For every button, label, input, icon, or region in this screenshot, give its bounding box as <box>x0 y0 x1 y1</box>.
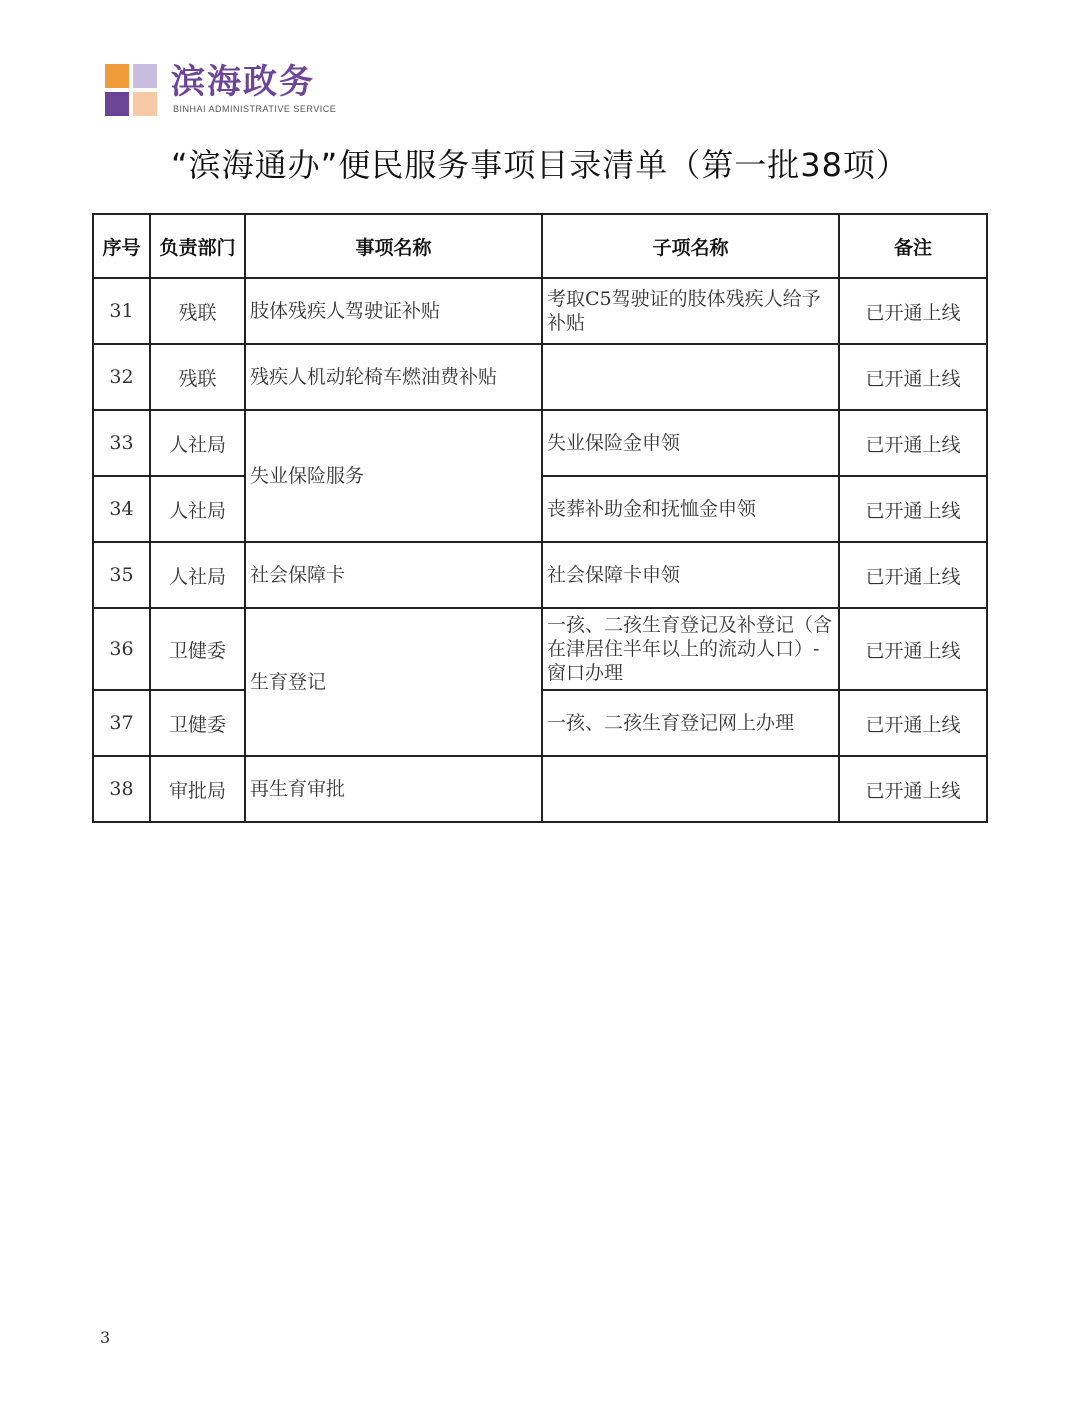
row-department: 人社局 <box>150 542 245 608</box>
header-sub-item-name: 子项名称 <box>542 214 839 278</box>
row-item-name: 生育登记 <box>245 608 542 756</box>
service-table <box>92 213 988 823</box>
row-department: 残联 <box>150 278 245 344</box>
row-remarks: 已开通上线 <box>839 542 987 608</box>
document-title: “滨海通办”便民服务事项目录清单（第一批38项） <box>171 146 909 184</box>
row-item-name: 残疾人机动轮椅车燃油费补贴 <box>245 344 542 410</box>
row-remarks: 已开通上线 <box>839 608 987 690</box>
row-number: 38 <box>93 756 150 822</box>
row-remarks: 已开通上线 <box>839 756 987 822</box>
row-number: 34 <box>93 476 150 542</box>
row-number: 32 <box>93 344 150 410</box>
row-item-name: 失业保险服务 <box>245 410 542 542</box>
row-number: 33 <box>93 410 150 476</box>
row-department: 残联 <box>150 344 245 410</box>
row-item-name: 再生育审批 <box>245 756 542 822</box>
row-department: 人社局 <box>150 410 245 476</box>
row-sub-item-name <box>542 344 839 410</box>
row-item-name: 肢体残疾人驾驶证补贴 <box>245 278 542 344</box>
logo-square-purple <box>105 92 129 116</box>
table-row <box>93 542 987 608</box>
row-remarks: 已开通上线 <box>839 278 987 344</box>
logo-subtitle: BINHAI ADMINISTRATIVE SERVICE <box>173 104 337 114</box>
row-sub-item-name: 社会保障卡申领 <box>542 542 839 608</box>
header-number: 序号 <box>93 214 150 278</box>
header-item-name: 事项名称 <box>245 214 542 278</box>
table-row <box>93 278 987 344</box>
header-department: 负责部门 <box>150 214 245 278</box>
row-remarks: 已开通上线 <box>839 690 987 756</box>
row-number: 37 <box>93 690 150 756</box>
logo-square-lavender <box>133 64 157 88</box>
logo-square-peach <box>133 92 157 116</box>
logo-name: 滨海政务 <box>171 62 315 102</box>
table-row <box>93 410 987 476</box>
page-number: 3 <box>100 1328 111 1347</box>
row-number: 31 <box>93 278 150 344</box>
row-remarks: 已开通上线 <box>839 344 987 410</box>
row-sub-item-name: 考取C5驾驶证的肢体残疾人给予补贴 <box>542 278 839 344</box>
row-sub-item-name: 丧葬补助金和抚恤金申领 <box>542 476 839 542</box>
logo <box>105 64 345 120</box>
row-department: 卫健委 <box>150 608 245 690</box>
row-number: 36 <box>93 608 150 690</box>
header-remarks: 备注 <box>839 214 987 278</box>
row-sub-item-name <box>542 756 839 822</box>
row-department: 卫健委 <box>150 690 245 756</box>
row-remarks: 已开通上线 <box>839 476 987 542</box>
row-sub-item-name: 失业保险金申领 <box>542 410 839 476</box>
row-department: 人社局 <box>150 476 245 542</box>
row-number: 35 <box>93 542 150 608</box>
row-sub-item-name: 一孩、二孩生育登记网上办理 <box>542 690 839 756</box>
row-department: 审批局 <box>150 756 245 822</box>
row-sub-item-name: 一孩、二孩生育登记及补登记（含在津居住半年以上的流动人口）-窗口办理 <box>542 608 839 690</box>
logo-square-orange <box>105 64 129 88</box>
table-row <box>93 344 987 410</box>
row-remarks: 已开通上线 <box>839 410 987 476</box>
table-row <box>93 756 987 822</box>
table-row <box>93 608 987 690</box>
table-header-row <box>93 214 987 278</box>
row-item-name: 社会保障卡 <box>245 542 542 608</box>
